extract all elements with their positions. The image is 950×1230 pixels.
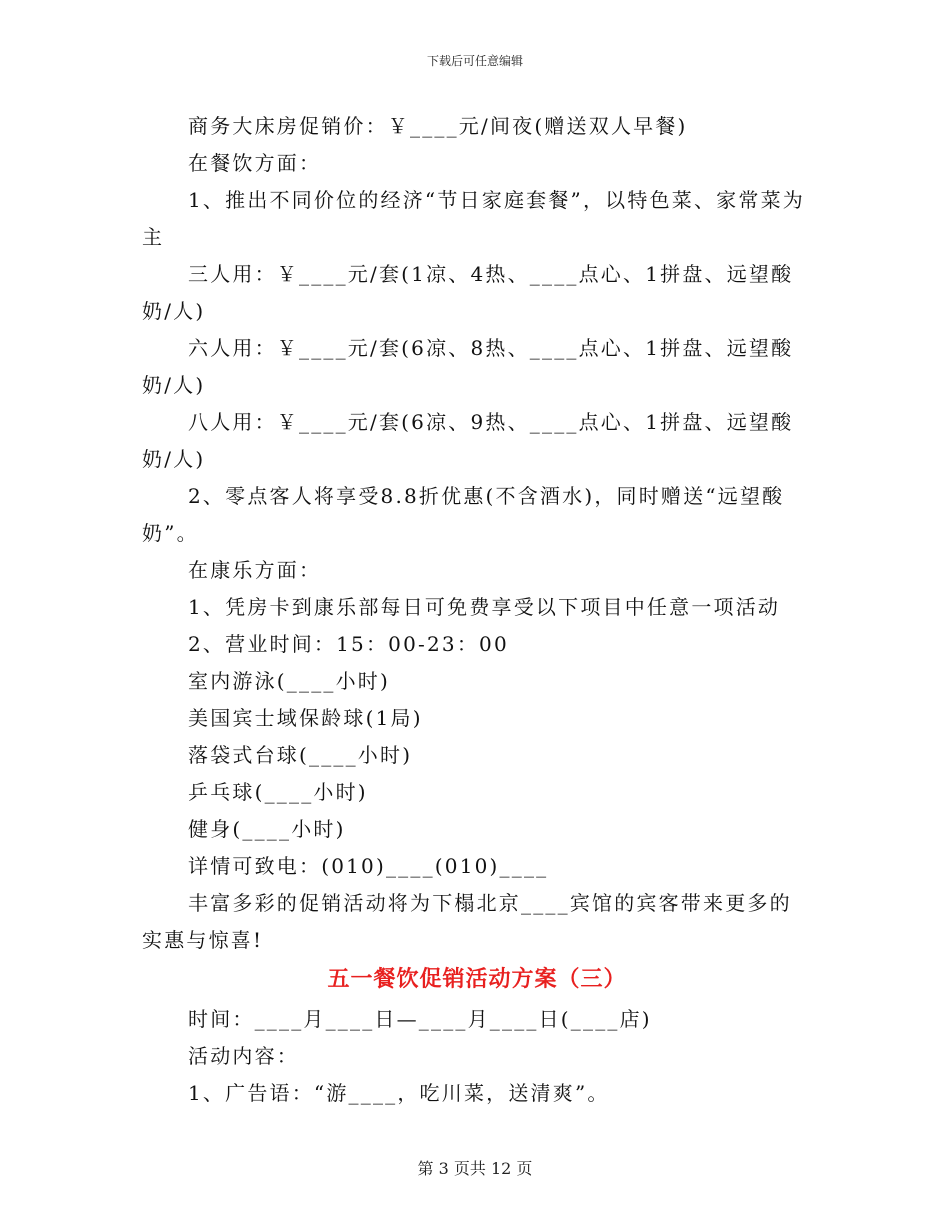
paragraph-menu-eight: 八人用：￥____元/套(6凉、9热、____点心、1拼盘、远望酸奶/人) — [142, 410, 794, 471]
paragraph-bowling: 美国宾士域保龄球(1局) — [188, 706, 423, 730]
paragraph-activity-heading: 活动内容： — [188, 1044, 299, 1068]
paragraph-dining-item-1: 1、推出不同价位的经济“节日家庭套餐”，以特色菜、家常菜为主 — [142, 188, 805, 249]
section-title: 五一餐饮促销活动方案（三） — [327, 967, 627, 992]
paragraph-swimming: 室内游泳(____小时) — [188, 669, 391, 693]
paragraph-phone: 详情可致电：(010)____(010)____ — [188, 854, 549, 878]
paragraph-menu-six: 六人用：￥____元/套(6凉、8热、____点心、1拼盘、远望酸奶/人) — [142, 336, 794, 397]
paragraph-room-price: 商务大床房促销价：￥____元/间夜(赠送双人早餐) — [188, 114, 688, 138]
document-body — [142, 108, 812, 1112]
paragraph-recreation-item-1: 1、凭房卡到康乐部每日可免费享受以下项目中任意一项活动 — [188, 595, 781, 619]
paragraph-fitness: 健身(____小时) — [188, 817, 346, 841]
paragraph-dining-item-2: 2、零点客人将享受8.8折优惠(不含酒水)，同时赠送“远望酸奶”。 — [142, 484, 785, 545]
paragraph-dining-heading: 在餐饮方面： — [188, 151, 322, 175]
paragraph-slogan: 1、广告语：“游____，吃川菜，送清爽”。 — [188, 1081, 610, 1105]
paragraph-closing: 丰富多彩的促销活动将为下榻北京____宾馆的宾客带来更多的实惠与惊喜! — [142, 891, 792, 952]
paragraph-recreation-item-2: 2、营业时间：15：00-23：00 — [188, 632, 509, 656]
paragraph-time: 时间：____月____日—____月____日(____店) — [188, 1007, 652, 1031]
paragraph-ping-pong: 乒乓球(____小时) — [188, 780, 368, 804]
paragraph-recreation-heading: 在康乐方面： — [188, 558, 322, 582]
page-header: 下载后可任意编辑 — [426, 54, 523, 68]
paragraph-menu-three: 三人用：￥____元/套(1凉、4热、____点心、1拼盘、远望酸奶/人) — [142, 262, 794, 323]
paragraph-billiards: 落袋式台球(____小时) — [188, 743, 413, 767]
page-footer: 第 3 页共 12 页 — [417, 1159, 533, 1178]
